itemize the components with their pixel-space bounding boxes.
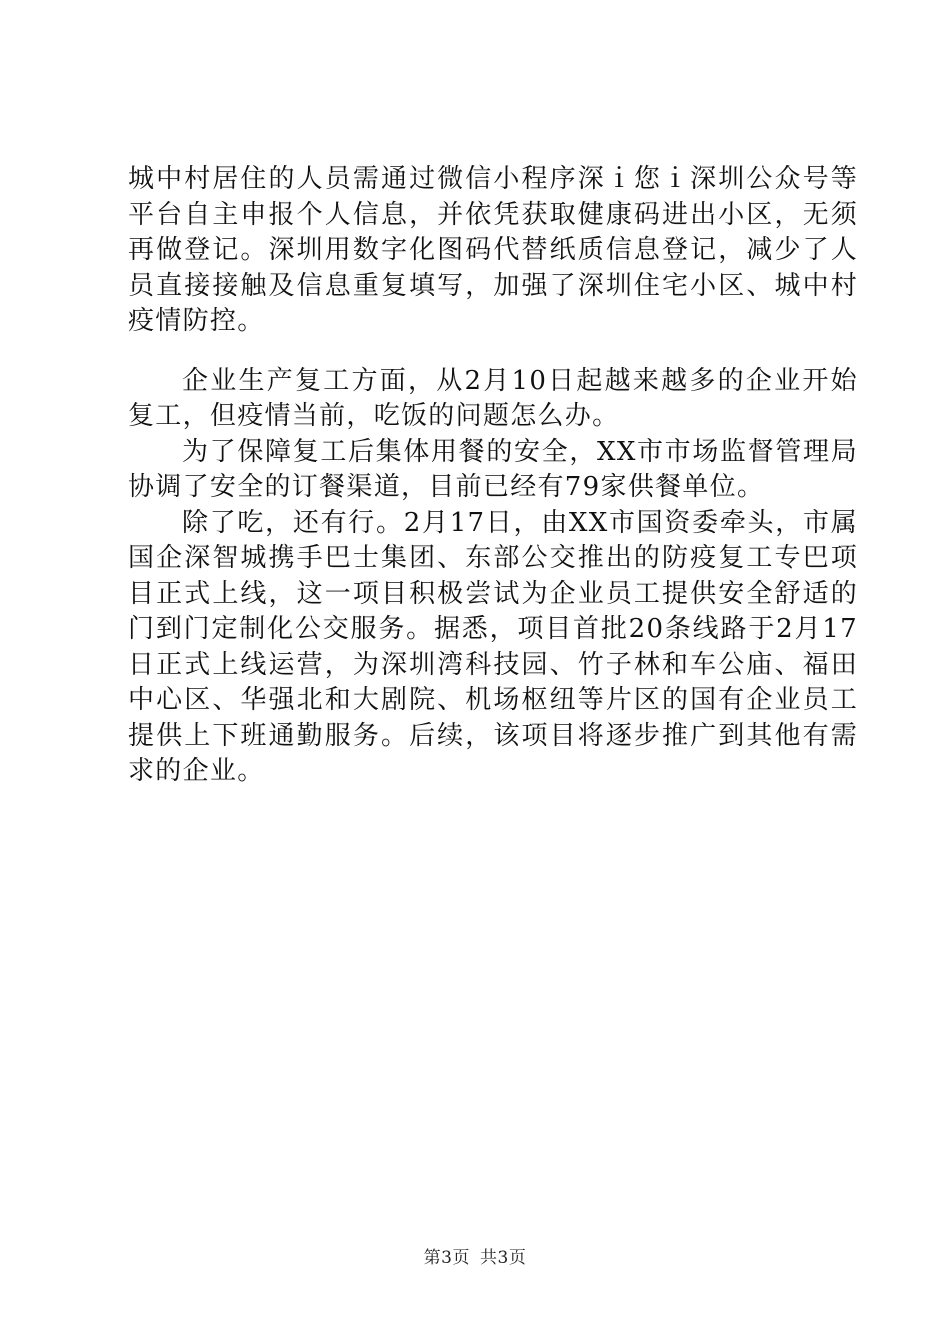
paragraph-meal-safety: 为了保障复工后集体用餐的安全，XX市市场监督管理局协调了安全的订餐渠道，目前已经有79家供餐单位。 <box>128 436 858 502</box>
paragraph-commute-bus: 除了吃，还有行。2月17日，由XX市国资委牵头，市属国企深智城携手巴士集团、东部公交推出的防疫复工专巴项目正式上线，这一项目积极尝试为企业员工提供安全舒适的门到门定制化公交服务。据悉，项目首批20条线路于2月17日正式上线运营，为深圳湾科技园、竹子林和车公庙、福田中心区、华强北和大剧院、机场枢纽等片区的国有企业员工提供上下班通勤服务。后续，该项目将逐步推广到其他有需求的企业。 <box>128 507 858 786</box>
paragraph-health-code: 城中村居住的人员需通过微信小程序深ｉ您ｉ深圳公众号等平台自主申报个人信息，并依凭获取健康码进出小区，无须再做登记。深圳用数字化图码代替纸质信息登记，减少了人员直接接触及信息重复填写，加强了深圳住宅小区、城中村疫情防控。 <box>128 164 858 336</box>
page-footer <box>0 1243 950 1268</box>
paragraph-spacer <box>128 340 858 364</box>
page-number: 第3页 <box>423 1248 470 1268</box>
paragraph-work-resumption: 企业生产复工方面，从2月10日起越来越多的企业开始复工，但疫情当前，吃饭的问题怎么办。 <box>128 365 858 431</box>
page-total: 共3页 <box>480 1248 527 1268</box>
document-body <box>128 162 858 790</box>
